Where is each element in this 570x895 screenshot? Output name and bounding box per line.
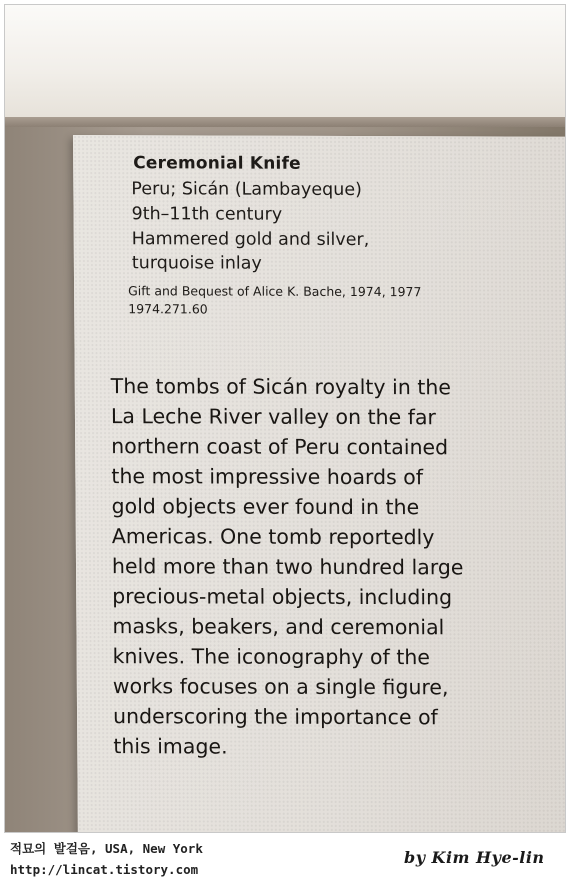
caption-location: 적묘의 발걸음, USA, New York <box>10 841 203 856</box>
description-line: masks, beakers, and ceremonial <box>112 614 445 640</box>
case-ledge <box>5 117 565 127</box>
description-line: works focuses on a single figure, <box>112 674 449 700</box>
description-line: underscoring the importance of <box>112 704 438 730</box>
object-medium-line-1: Hammered gold and silver, <box>131 229 370 251</box>
description-line: the most impressive hoards of <box>111 464 424 490</box>
description-line: gold objects ever found in the <box>111 494 420 520</box>
museum-label-card <box>73 135 566 833</box>
description-text <box>111 371 554 763</box>
photographer-signature: by Kim Hye-lin <box>404 848 545 867</box>
description-line: La Leche River valley on the far <box>110 404 437 430</box>
description-line: held more than two hundred large <box>111 554 464 580</box>
gallery-wall <box>5 5 565 120</box>
photo-frame <box>4 4 566 833</box>
description-line: precious-metal objects, including <box>112 584 453 610</box>
object-accession-number: 1974.271.60 <box>128 301 208 317</box>
object-date: 9th–11th century <box>131 204 283 225</box>
caption-url: http://lincat.tistory.com <box>10 862 199 877</box>
object-credit-line: Gift and Bequest of Alice K. Bache, 1974, 1977 <box>128 283 422 300</box>
description-line: knives. The iconography of the <box>112 644 430 670</box>
object-title: Ceremonial Knife <box>133 153 301 174</box>
description-line: Americas. One tomb reportedly <box>111 524 435 550</box>
description-line: The tombs of Sicán royalty in the <box>110 374 451 400</box>
object-origin: Peru; Sicán (Lambayeque) <box>131 179 362 201</box>
description-line: northern coast of Peru contained <box>111 434 449 460</box>
description-line: this image. <box>113 734 228 759</box>
photo-caption <box>10 838 203 880</box>
object-medium-line-2: turquoise inlay <box>131 253 262 274</box>
